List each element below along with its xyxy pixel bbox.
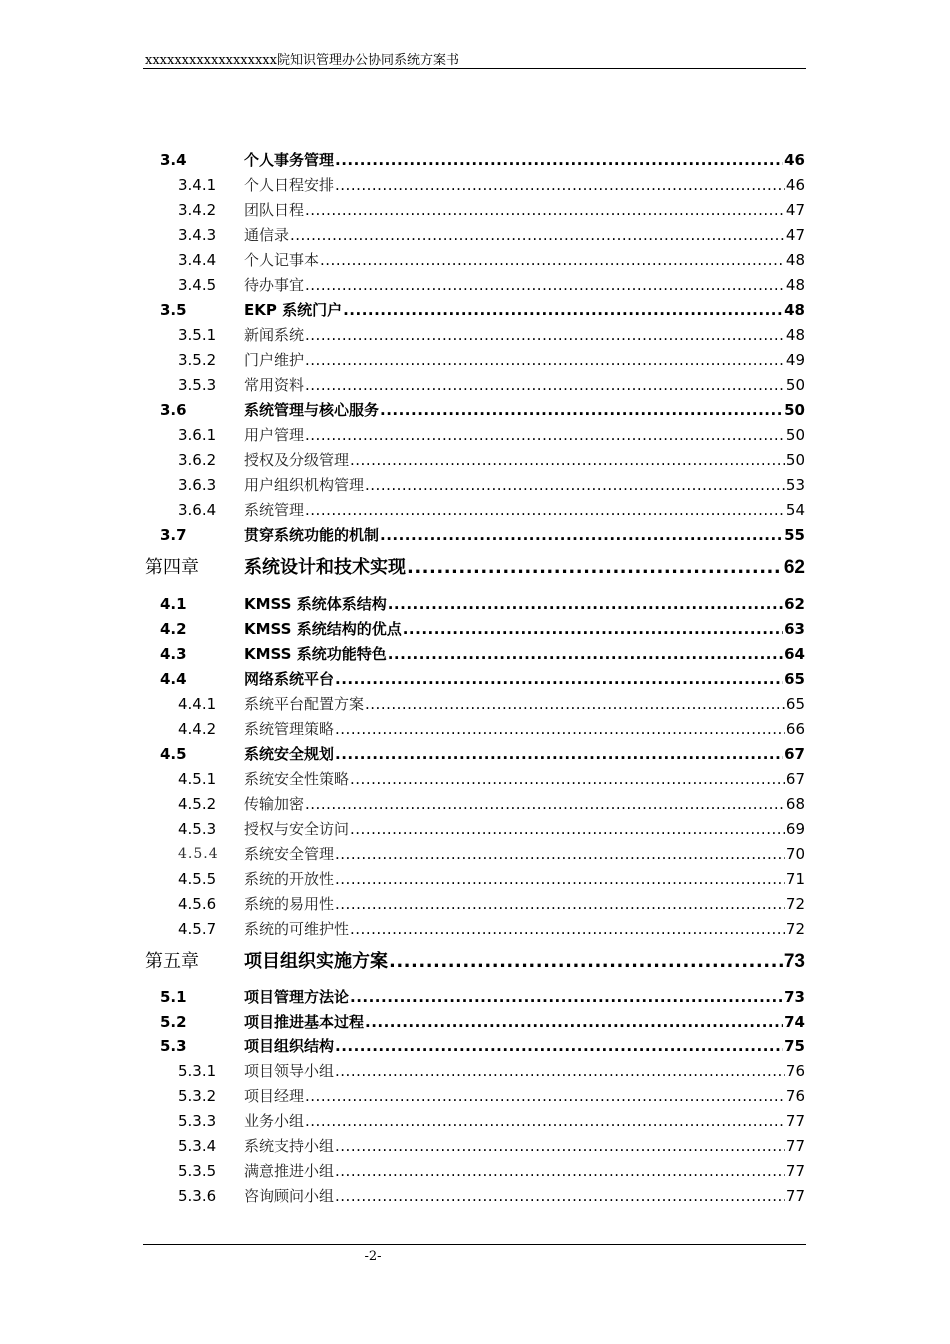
toc-entry-number: 5.3 <box>160 1037 187 1055</box>
toc-entry-title: 项目管理方法论 <box>244 988 350 1006</box>
toc-subsection-entry[interactable] <box>0 917 950 941</box>
toc-entry-line <box>244 642 805 666</box>
footer-divider <box>143 1244 806 1245</box>
toc-entry-number: 4.2 <box>160 620 187 638</box>
toc-entry-title: 通信录 <box>244 226 290 244</box>
toc-entry-line <box>244 148 805 172</box>
toc-dot-leader <box>290 223 785 247</box>
toc-entry-title: 授权及分级管理 <box>244 451 350 469</box>
toc-entry-number: 3.7 <box>160 526 187 544</box>
toc-entry-line <box>244 950 805 974</box>
toc-entry-title: 系统的可维护性 <box>244 920 350 938</box>
toc-entry-page: 77 <box>785 1187 805 1205</box>
toc-entry-line <box>244 423 805 447</box>
toc-entry-number: 5.3.1 <box>178 1062 217 1080</box>
toc-subsection-entry[interactable] <box>0 423 950 447</box>
toc-subsection-entry[interactable] <box>0 273 950 297</box>
toc-dot-leader <box>305 198 785 222</box>
toc-entry-page: 50 <box>785 426 805 444</box>
page-number-container <box>0 1249 950 1264</box>
toc-entry-page: 64 <box>784 645 805 663</box>
toc-entry-title: 传输加密 <box>244 795 305 813</box>
toc-dot-leader <box>335 173 785 197</box>
toc-entry-number: 3.6.3 <box>178 476 217 494</box>
toc-dot-leader <box>320 248 785 272</box>
toc-entry-title: 系统管理 <box>244 501 305 519</box>
toc-entry-line <box>244 867 805 891</box>
toc-entry-title: 系统管理策略 <box>244 720 335 738</box>
toc-entry-line <box>244 1109 805 1133</box>
toc-entry-number: 3.4.4 <box>178 251 217 269</box>
toc-entry-line <box>244 742 805 766</box>
toc-entry-line <box>244 667 805 691</box>
toc-section-entry[interactable] <box>0 1034 950 1058</box>
toc-entry-title: 系统安全规划 <box>244 745 335 763</box>
toc-section-entry[interactable] <box>0 1010 950 1034</box>
toc-subsection-entry[interactable] <box>0 1059 950 1083</box>
toc-entry-line <box>244 523 805 547</box>
toc-section-entry[interactable] <box>0 642 950 666</box>
toc-entry-title: 系统安全管理 <box>244 845 335 863</box>
toc-chapter-entry[interactable] <box>0 556 950 580</box>
toc-dot-leader <box>350 917 785 941</box>
toc-dot-leader <box>305 423 785 447</box>
toc-subsection-entry[interactable] <box>0 448 950 472</box>
toc-entry-title: 项目经理 <box>244 1087 305 1105</box>
toc-dot-leader <box>380 523 783 547</box>
toc-entry-title: 系统安全性策略 <box>244 770 350 788</box>
toc-entry-title: 项目组织结构 <box>244 1037 335 1055</box>
toc-entry-number: 4.5 <box>160 745 187 763</box>
toc-entry-title: 个人记事本 <box>244 251 320 269</box>
toc-entry-line <box>244 717 805 741</box>
toc-dot-leader <box>335 892 785 916</box>
toc-entry-number: 4.4.2 <box>178 720 217 738</box>
toc-entry-page: 71 <box>785 870 805 888</box>
toc-entry-line <box>244 1059 805 1083</box>
toc-entry-line <box>244 198 805 222</box>
toc-entry-line <box>244 173 805 197</box>
toc-dot-leader <box>335 1159 785 1183</box>
toc-entry-page: 76 <box>785 1087 805 1105</box>
toc-entry-title: 团队日程 <box>244 201 305 219</box>
toc-entry-page: 62 <box>783 557 805 578</box>
toc-subsection-entry[interactable] <box>0 173 950 197</box>
toc-section-entry[interactable] <box>0 667 950 691</box>
toc-entry-number: 3.4.1 <box>178 176 217 194</box>
toc-subsection-entry[interactable] <box>0 767 950 791</box>
toc-entry-line <box>244 1084 805 1108</box>
toc-entry-number: 3.6.1 <box>178 426 217 444</box>
toc-section-entry[interactable] <box>0 592 950 616</box>
toc-subsection-entry[interactable] <box>0 1184 950 1208</box>
toc-dot-leader <box>305 792 785 816</box>
toc-entry-line <box>244 617 805 641</box>
toc-dot-leader <box>305 348 785 372</box>
toc-dot-leader <box>305 1109 785 1133</box>
toc-entry-page: 69 <box>785 820 805 838</box>
toc-entry-line <box>244 448 805 472</box>
toc-entry-line <box>244 1010 805 1034</box>
toc-entry-number: 3.5.2 <box>178 351 217 369</box>
toc-dot-leader <box>335 1059 785 1083</box>
toc-entry-number: 4.5.5 <box>178 870 217 888</box>
toc-entry-page: 67 <box>785 770 805 788</box>
toc-entry-number: 5.1 <box>160 988 187 1006</box>
toc-entry-page: 72 <box>785 920 805 938</box>
toc-entry-number: 3.5.1 <box>178 326 217 344</box>
toc-entry-title: 系统管理与核心服务 <box>244 401 380 419</box>
toc-chapter-entry[interactable] <box>0 950 950 974</box>
toc-subsection-entry[interactable] <box>0 692 950 716</box>
toc-entry-page: 73 <box>784 988 805 1006</box>
toc-entry-line <box>244 373 805 397</box>
toc-entry-page: 46 <box>785 176 805 194</box>
toc-entry-page: 73 <box>783 951 805 972</box>
toc-entry-title: 个人事务管理 <box>244 151 335 169</box>
toc-entry-title: 常用资料 <box>244 376 305 394</box>
toc-entry-page: 50 <box>784 401 805 419</box>
toc-entry-title: 待办事宜 <box>244 276 305 294</box>
toc-section-entry[interactable] <box>0 742 950 766</box>
toc-entry-title: 用户组织机构管理 <box>244 476 365 494</box>
toc-dot-leader <box>335 1134 785 1158</box>
toc-entry-number: 4.5.7 <box>178 920 217 938</box>
document-title: xxxxxxxxxxxxxxxxxx院知识管理办公协同系统方案书 <box>145 53 459 68</box>
toc-subsection-entry[interactable] <box>0 223 950 247</box>
toc-entry-page: 47 <box>785 201 805 219</box>
toc-dot-leader <box>389 950 783 974</box>
toc-dot-leader <box>350 985 783 1009</box>
toc-dot-leader <box>305 373 785 397</box>
toc-dot-leader <box>350 448 785 472</box>
toc-entry-number: 第四章 <box>145 557 199 578</box>
toc-entry-title: 项目组织实施方案 <box>244 951 388 972</box>
toc-entry-number: 3.5.3 <box>178 376 217 394</box>
toc-dot-leader <box>335 1184 785 1208</box>
toc-entry-line <box>244 985 805 1009</box>
toc-entry-page: 48 <box>785 326 805 344</box>
toc-subsection-entry[interactable] <box>0 248 950 272</box>
toc-dot-leader <box>365 1010 783 1034</box>
toc-subsection-entry[interactable] <box>0 373 950 397</box>
toc-entry-line <box>244 248 805 272</box>
toc-entry-number: 5.3.3 <box>178 1112 217 1130</box>
toc-entry-title: 新闻系统 <box>244 326 305 344</box>
toc-entry-title: 门户维护 <box>244 351 305 369</box>
toc-entry-line <box>244 348 805 372</box>
toc-dot-leader <box>350 817 785 841</box>
toc-entry-line <box>244 398 805 422</box>
toc-dot-leader <box>335 148 783 172</box>
toc-entry-page: 48 <box>785 276 805 294</box>
toc-section-entry[interactable] <box>0 523 950 547</box>
toc-entry-number: 4.5.1 <box>178 770 217 788</box>
toc-entry-page: 49 <box>785 351 805 369</box>
toc-entry-title: KMSS 系统体系结构 <box>244 595 387 613</box>
toc-entry-number: 3.6.4 <box>178 501 217 519</box>
toc-dot-leader <box>365 692 785 716</box>
toc-entry-page: 77 <box>785 1112 805 1130</box>
toc-entry-page: 68 <box>785 795 805 813</box>
toc-dot-leader <box>407 556 783 580</box>
toc-section-entry[interactable] <box>0 398 950 422</box>
toc-entry-number: 4.1 <box>160 595 187 613</box>
toc-entry-title: 项目领导小组 <box>244 1062 335 1080</box>
toc-dot-leader <box>388 592 783 616</box>
toc-section-entry[interactable] <box>0 298 950 322</box>
toc-entry-page: 54 <box>785 501 805 519</box>
toc-entry-title: 系统平台配置方案 <box>244 695 365 713</box>
toc-entry-number: 4.5.6 <box>178 895 217 913</box>
toc-entry-title: 项目推进基本过程 <box>244 1013 365 1031</box>
toc-subsection-entry[interactable] <box>0 198 950 222</box>
toc-entry-page: 77 <box>785 1162 805 1180</box>
toc-entry-page: 46 <box>784 151 805 169</box>
toc-entry-page: 67 <box>784 745 805 763</box>
toc-subsection-entry[interactable] <box>0 323 950 347</box>
toc-entry-line <box>244 592 805 616</box>
toc-entry-number: 3.6 <box>160 401 187 419</box>
toc-dot-leader <box>335 1034 783 1058</box>
toc-entry-line <box>244 298 805 322</box>
toc-subsection-entry[interactable] <box>0 717 950 741</box>
toc-dot-leader <box>350 767 785 791</box>
toc-subsection-entry[interactable] <box>0 867 950 891</box>
toc-entry-title: 业务小组 <box>244 1112 305 1130</box>
toc-subsection-entry[interactable] <box>0 498 950 522</box>
toc-entry-number: 5.3.5 <box>178 1162 217 1180</box>
toc-dot-leader <box>335 717 785 741</box>
toc-entry-title: 系统设计和技术实现 <box>244 557 406 578</box>
toc-subsection-entry[interactable] <box>0 1109 950 1133</box>
toc-dot-leader <box>388 642 783 666</box>
toc-entry-page: 48 <box>785 251 805 269</box>
toc-entry-line <box>244 892 805 916</box>
toc-entry-page: 48 <box>784 301 805 319</box>
toc-entry-page: 65 <box>784 670 805 688</box>
toc-entry-line <box>244 1184 805 1208</box>
header-divider <box>143 68 806 69</box>
toc-entry-line <box>244 1159 805 1183</box>
toc-dot-leader <box>343 298 783 322</box>
toc-entry-title: 满意推进小组 <box>244 1162 335 1180</box>
toc-entry-line <box>244 817 805 841</box>
toc-dot-leader <box>335 742 783 766</box>
toc-entry-title: 咨询顾问小组 <box>244 1187 335 1205</box>
toc-entry-number: 4.3 <box>160 645 187 663</box>
toc-entry-number: 5.3.6 <box>178 1187 217 1205</box>
toc-entry-page: 74 <box>784 1013 805 1031</box>
toc-section-entry[interactable] <box>0 985 950 1009</box>
toc-entry-page: 50 <box>785 451 805 469</box>
toc-entry-page: 72 <box>785 895 805 913</box>
toc-entry-number: 5.2 <box>160 1013 187 1031</box>
toc-entry-number: 3.4.2 <box>178 201 217 219</box>
toc-entry-line <box>244 556 805 580</box>
toc-entry-title: 系统的开放性 <box>244 870 335 888</box>
toc-entry-number: 4.5.3 <box>178 820 217 838</box>
toc-entry-line <box>244 692 805 716</box>
toc-subsection-entry[interactable] <box>0 1084 950 1108</box>
toc-entry-title: 系统的易用性 <box>244 895 335 913</box>
toc-subsection-entry[interactable] <box>0 892 950 916</box>
toc-subsection-entry[interactable] <box>0 792 950 816</box>
toc-entry-title: EKP 系统门户 <box>244 301 343 319</box>
toc-dot-leader <box>335 867 785 891</box>
toc-section-entry[interactable] <box>0 617 950 641</box>
toc-dot-leader <box>403 617 783 641</box>
toc-dot-leader <box>305 1084 785 1108</box>
toc-entry-number: 3.5 <box>160 301 187 319</box>
toc-dot-leader <box>365 473 785 497</box>
toc-section-entry[interactable] <box>0 148 950 172</box>
toc-entry-title: 贯穿系统功能的机制 <box>244 526 380 544</box>
toc-subsection-entry[interactable] <box>0 1159 950 1183</box>
toc-entry-title: 网络系统平台 <box>244 670 335 688</box>
toc-entry-number: 5.3.2 <box>178 1087 217 1105</box>
toc-dot-leader <box>380 398 783 422</box>
toc-entry-line <box>244 323 805 347</box>
toc-entry-page: 63 <box>784 620 805 638</box>
toc-entry-page: 66 <box>785 720 805 738</box>
toc-entry-number: 3.4 <box>160 151 187 169</box>
toc-entry-line <box>244 498 805 522</box>
toc-entry-page: 47 <box>785 226 805 244</box>
toc-entry-page: 62 <box>784 595 805 613</box>
toc-entry-title: 用户管理 <box>244 426 305 444</box>
toc-entry-line <box>244 1134 805 1158</box>
toc-entry-number: 3.4.5 <box>178 276 217 294</box>
toc-entry-line <box>244 273 805 297</box>
toc-entry-number: 3.6.2 <box>178 451 217 469</box>
toc-dot-leader <box>335 667 783 691</box>
toc-entry-number: 4.5.2 <box>178 795 217 813</box>
toc-entry-title: 个人日程安排 <box>244 176 335 194</box>
toc-entry-page: 53 <box>785 476 805 494</box>
toc-entry-line <box>244 792 805 816</box>
toc-entry-page: 77 <box>785 1137 805 1155</box>
toc-subsection-entry[interactable] <box>0 842 950 866</box>
toc-subsection-entry[interactable] <box>0 473 950 497</box>
page-number: -2- <box>364 1249 382 1264</box>
toc-dot-leader <box>335 842 785 866</box>
toc-entry-line <box>244 767 805 791</box>
toc-entry-title: 系统支持小组 <box>244 1137 335 1155</box>
toc-dot-leader <box>305 273 785 297</box>
toc-entry-line <box>244 842 805 866</box>
toc-entry-line <box>244 917 805 941</box>
toc-entry-number: 3.4.3 <box>178 226 217 244</box>
toc-entry-line <box>244 223 805 247</box>
toc-dot-leader <box>305 323 785 347</box>
toc-entry-title: KMSS 系统功能特色 <box>244 645 387 663</box>
toc-entry-title: 授权与安全访问 <box>244 820 350 838</box>
toc-entry-line <box>244 1034 805 1058</box>
toc-entry-line <box>244 473 805 497</box>
toc-entry-number: 4.5.4 <box>178 846 219 862</box>
toc-subsection-entry[interactable] <box>0 348 950 372</box>
toc-entry-page: 50 <box>785 376 805 394</box>
toc-entry-page: 76 <box>785 1062 805 1080</box>
toc-entry-number: 第五章 <box>145 951 199 972</box>
toc-subsection-entry[interactable] <box>0 1134 950 1158</box>
toc-entry-page: 70 <box>785 845 805 863</box>
toc-dot-leader <box>305 498 785 522</box>
toc-entry-number: 5.3.4 <box>178 1137 217 1155</box>
toc-entry-page: 75 <box>784 1037 805 1055</box>
toc-subsection-entry[interactable] <box>0 817 950 841</box>
toc-entry-number: 4.4 <box>160 670 187 688</box>
toc-entry-page: 65 <box>785 695 805 713</box>
toc-entry-title: KMSS 系统结构的优点 <box>244 620 402 638</box>
toc-entry-number: 4.4.1 <box>178 695 217 713</box>
toc-entry-page: 55 <box>784 526 805 544</box>
